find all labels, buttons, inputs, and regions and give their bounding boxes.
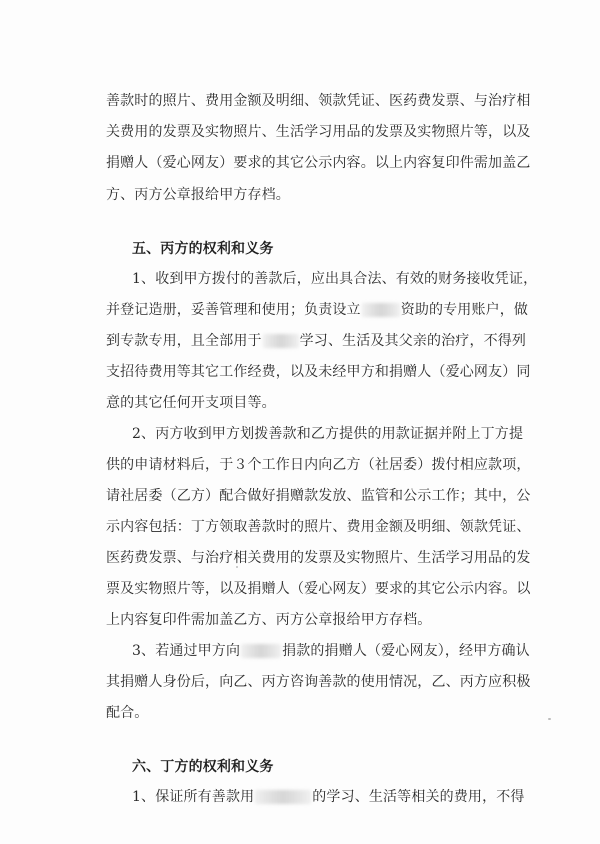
item-5-1-line: 支招待费用等其它工作经费，以及未经甲方和捐赠人（爱心网友）同 xyxy=(106,364,531,380)
text-fragment: 到专款专用，且全部用于 xyxy=(106,333,262,349)
text-fragment: 资助的专用账户，做 xyxy=(400,302,529,318)
item-5-3-line xyxy=(132,641,530,661)
scan-speck xyxy=(236,566,238,568)
redaction-blur xyxy=(263,334,299,348)
paragraph-line: 方、丙方公章报给甲方存档。 xyxy=(106,187,290,203)
paragraph-line: 捐赠人（爱心网友）要求的其它公示内容。以上内容复印件需加盖乙 xyxy=(106,155,531,171)
item-5-3-line: 其捐赠人身份后，向乙、丙方咨询善款的使用情况，乙、丙方应积极 xyxy=(106,674,531,690)
item-5-1-line: 1、收到甲方拨付的善款后，应出具合法、有效的财务接收凭证， xyxy=(132,271,538,287)
redaction-blur xyxy=(362,303,400,317)
paragraph-line: 关费用的发票及实物照片、生活学习用品的发票及实物照片等，以及 xyxy=(106,124,531,140)
item-5-3-line: 配合。 xyxy=(106,705,149,721)
text-fragment: 学习、生活及其父亲的治疗，不得列 xyxy=(299,333,527,349)
item-5-2-line: 上内容复印件需加盖乙方、丙方公章报给甲方存档。 xyxy=(106,612,432,628)
item-5-2-line: 请社居委（乙方）配合做好捐赠款发放、监管和公示工作；其中，公 xyxy=(106,488,531,504)
section-heading-6: 六、丁方的权利和义务 xyxy=(132,759,274,775)
text-fragment: 1、保证所有善款用 xyxy=(132,789,255,805)
text-fragment: 3、若通过甲方向 xyxy=(132,643,241,659)
item-5-1-line xyxy=(106,300,528,320)
item-5-2-line: 票及实物照片等，以及捐赠人（爱心网友）要求的其它公示内容。以 xyxy=(106,581,531,597)
text-fragment: 的学习、生活等相关的费用，不得 xyxy=(312,789,525,805)
text-fragment: 并登记造册，妥善管理和使用；负责设立 xyxy=(106,302,361,318)
redaction-blur xyxy=(255,790,311,804)
item-6-1-line xyxy=(132,787,525,807)
item-5-2-line: 示内容包括：丁方领取善款时的照片、费用金额及明细、领款凭证、 xyxy=(106,519,531,535)
text-fragment: 捐款的捐赠人（爱心网友），经甲方确认 xyxy=(282,643,530,659)
item-5-2-line: 2、丙方收到甲方划拨善款和乙方提供的用款证据并附上丁方提 xyxy=(132,426,524,442)
item-5-1-line: 意的其它任何开支项目等。 xyxy=(106,395,276,411)
item-5-2-line: 供的申请材料后，于３个工作日内向乙方（社居委）拨付相应款项， xyxy=(106,457,531,473)
scan-speck xyxy=(548,718,551,720)
item-5-2-line: 医药费发票、与治疗相关费用的发票及实物照片、生活学习用品的发 xyxy=(106,550,531,566)
item-5-1-line xyxy=(106,331,526,351)
section-heading-5: 五、丙方的权利和义务 xyxy=(132,241,274,257)
paragraph-line: 善款时的照片、费用金额及明细、领款凭证、医药费发票、与治疗相 xyxy=(106,93,531,109)
redaction-blur xyxy=(241,644,281,658)
